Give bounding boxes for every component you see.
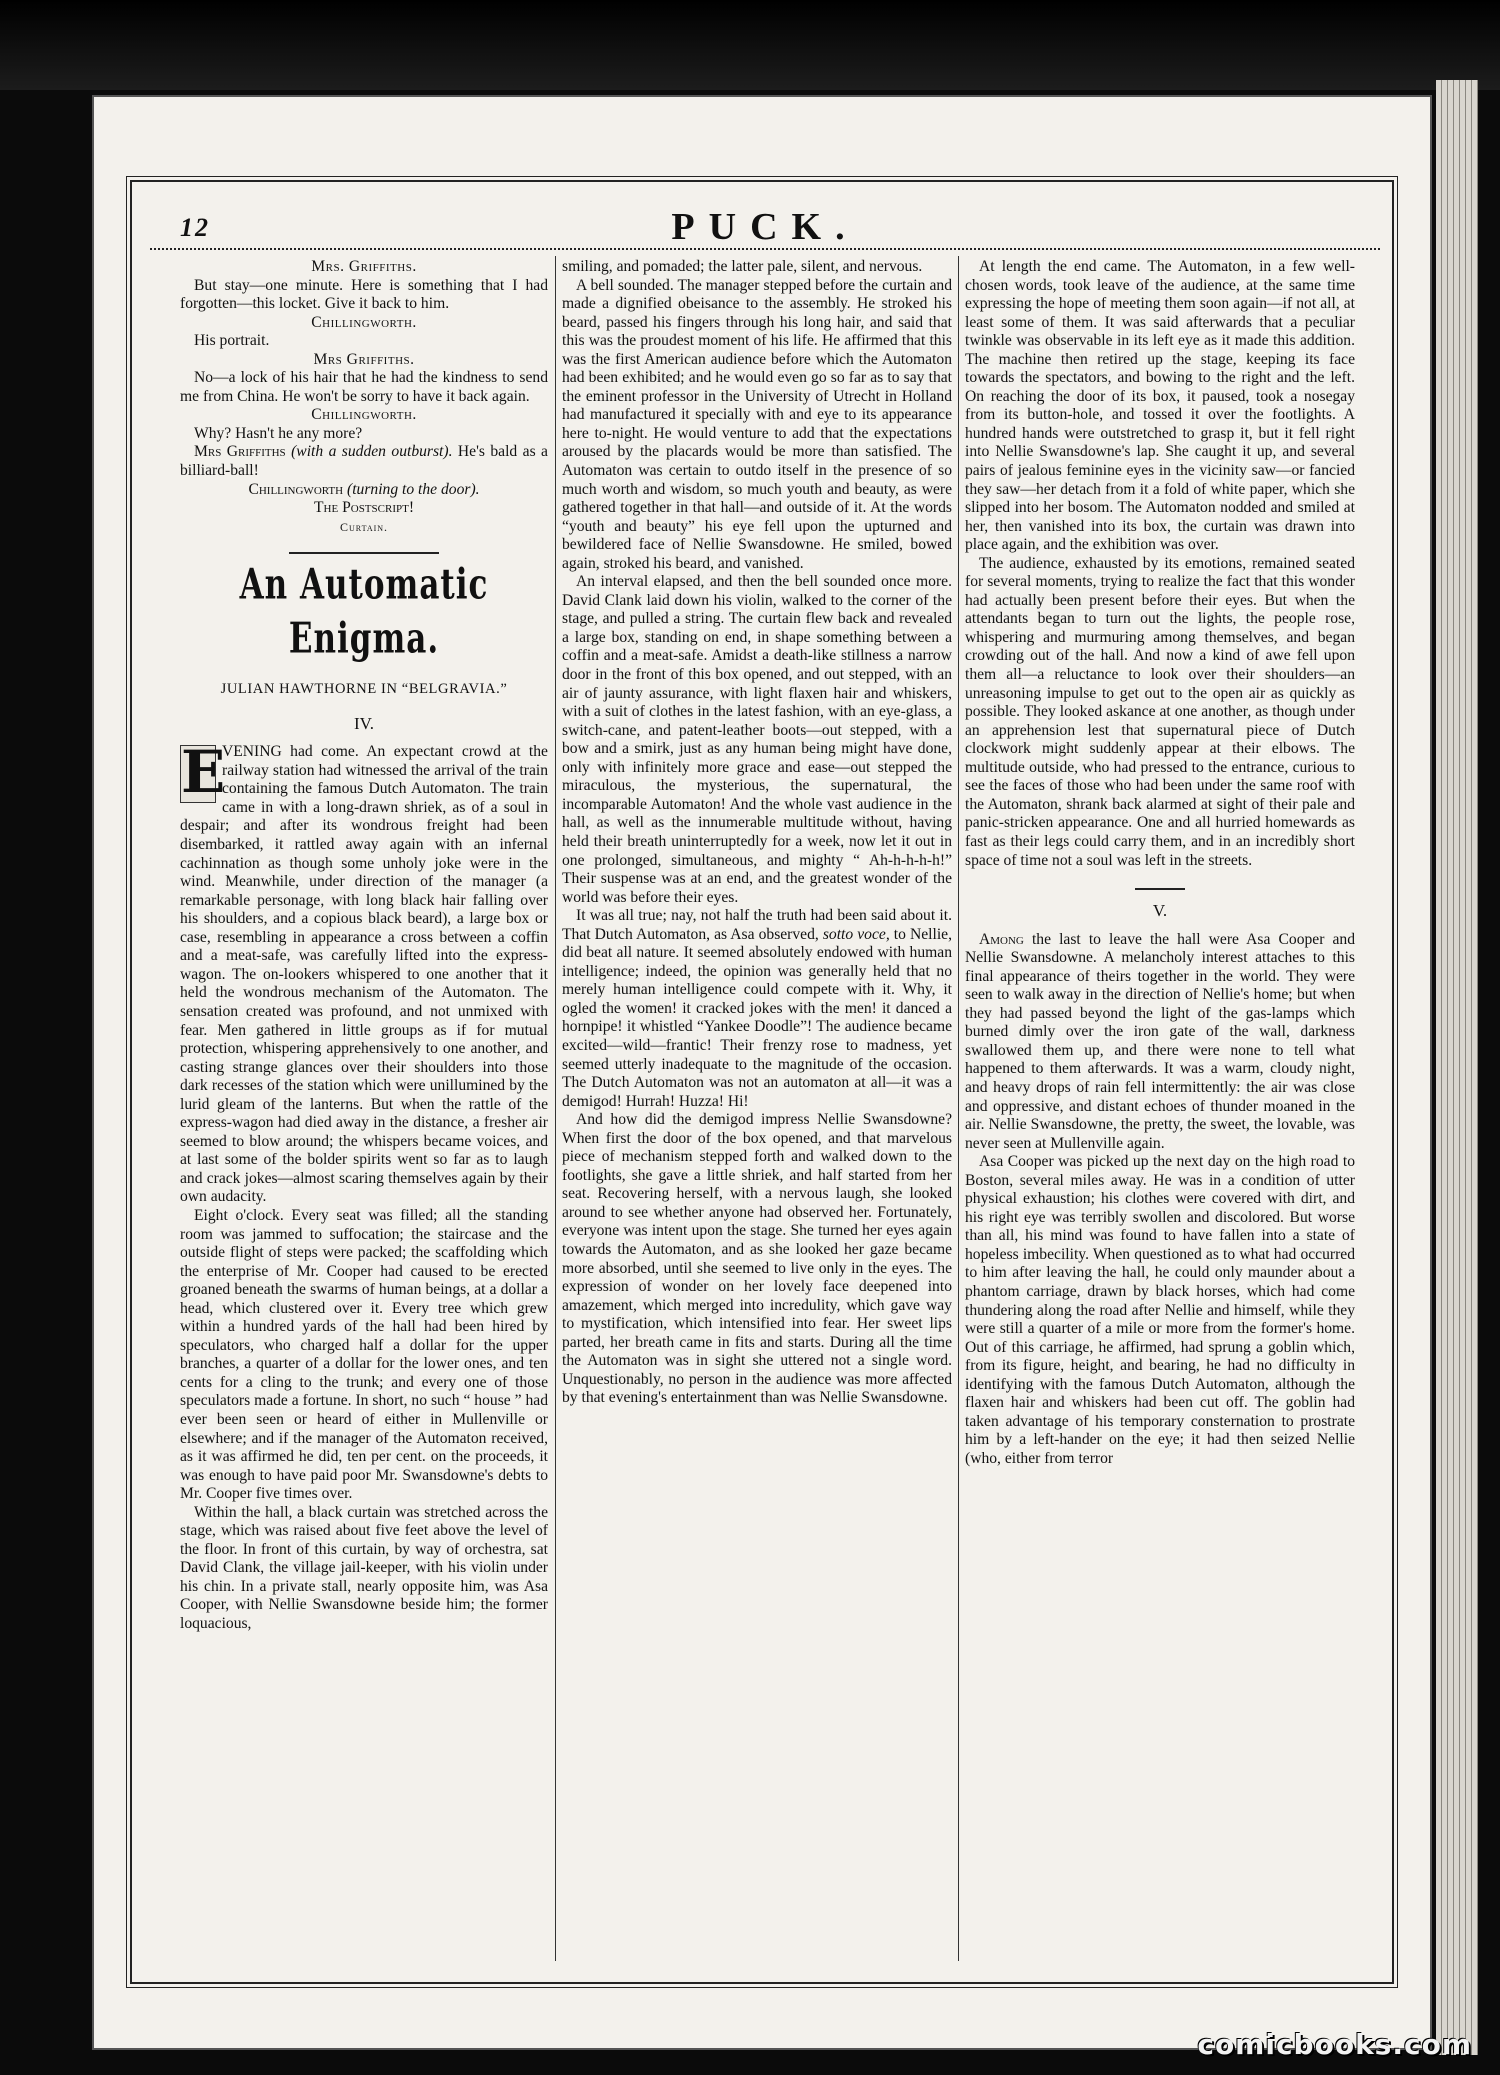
paragraph: An interval elapsed, and then the bell sounded once more. David Clank laid down his violin, walked to the corner of the stage, and pulled a string. The curtain flew back and revealed a large box, standing on end, in shape something between a coffin and a meat-safe. Amidst a death-like stillness a narrow door in the front of this box opened, and out stepped, with an air of jaunty assurance, with light flaxen hair and whiskers, with a suit of clothes in the latest fashion, with an eye-glass, a switch-cane, and patent-leather boots—out stepped, with a bow and a smirk, just as any human being might have done, only with infinitely more grace and ease—out stepped the miraculous, the mysterious, the supernatural, the incomparable Automaton! And the whole vast audience in the hall, as well as the innumerable multitude without, having held their breath uninterruptedly for a week, now let it out in one prolonged, simultaneous, and mighty “ Ah-h-h-h-h!” Their suspense was at an end, and the greatest wonder of the world was before their eyes. (562, 573, 952, 906)
script-line: No—a lock of his hair that he had the kindness to send me from China. He won't be sorry to have it back again. (180, 369, 548, 405)
column-left (180, 258, 548, 1634)
paragraph: And how did the demigod impress Nellie Swansdowne? When first the door of the box opened, and that marvelous piece of mechanism stepped forth and walked down to the footlights, she gave a little shriek, and half started from her seat. Recovering herself, with a nervous laugh, she looked around to see whether anyone had observed her. Fortunately, everyone was intent upon the stage. She turned her eyes again towards the Automaton, and as she looked her gaze became more absorbed, until she seemed to live only in the eyes. The expression of wonder on her lovely face deepened into amazement, which merged into incredulity, which gave way to mystification, which intensified into fear. Her sweet lips parted, her breath came in fits and starts. During all the time the Automaton was in sight she uttered not a single word. Unquestionably, no person in the audience was more affected by that evening's entertainment than was Nellie Swansdowne. (562, 1111, 952, 1407)
paragraph-text: had come. An expectant crowd at the railway station had witnessed the arrival of the train containing the famous Dutch Automaton. The train came in with a long-drawn shriek, as of a soul in despair; and after its wondrous freight had been disembarked, it rattled away again with an infernal cachinnation as though some unholy joke were in the wind. Meanwhile, under direction of the manager (a remarkable personage, with long black hair falling over his shoulders, and a copious black beard), a large box or case, resembling in appearance a cross between a coffin and a meat-safe, was carefully lifted into the express-wagon. The on-lookers whispered to one another that it held the wondrous mechanism of the Automaton. The sensation created was profound, and not unmixed with fear. Men gathered in little groups as if for mutual protection, whispering apprehensively to one another, and casting strange glances over their shoulders into those dark recesses of the station which were unillumined by the lurid gleam of the lanterns. But when the rattle of the express-wagon had died away in the distance, a fresher air seemed to blow around; the whispers became voices, and at last some of the bolder spirits went so far as to laugh and crack jokes—almost scaring themselves again by their own audacity. (180, 743, 548, 1206)
column-divider (958, 256, 959, 1961)
page-number: 12 (180, 213, 210, 242)
script-line: Why? Hasn't he any more? (194, 424, 363, 442)
watermark-logo: comicbooks.com (1197, 2028, 1472, 2061)
speaker-name: Mrs Griffiths. (313, 350, 415, 368)
paragraph: Within the hall, a black curtain was stretched across the stage, which was raised about five feet above the level of the floor. In front of this curtain, by way of orchestra, sat David Clank, the village jail-keeper, with his violin under his chin. In a private stall, nearly opposite him, was Asa Cooper, with Nellie Swansdowne beside him; the former loquacious, (180, 1503, 548, 1632)
paragraph (562, 907, 952, 1111)
section-rule (1135, 888, 1185, 890)
masthead-title: PUCK. (671, 206, 859, 248)
header-rule (150, 248, 1380, 250)
stage-direction: (turning to the door). (347, 480, 480, 498)
curtain-label: Curtain. (339, 519, 389, 534)
script-line: But stay—one minute. Here is something that I had forgotten—this locket. Give it back to him. (180, 276, 548, 313)
paragraph-text: the last to leave the hall were Asa Cooper and Nellie Swansdowne. A melancholy interest attaches to this final appearance of theirs together in the world. They were seen to walk away in the direction of Nellie's home; but when they had passed beyond the light of the gas-lamps which burned dimly over the iron gate of the wall, darkness swallowed them up, and there were none to tell what happened to them afterwards. It was a warm, cloudy night, and heavy drops of rain fell intermittently: the air was close and oppressive, and distant echoes of thunder moaned in the air. Nellie Swansdowne, the pretty, the sweet, the lovable, was never seen at Mullenville again. (965, 930, 1355, 1152)
story-title: An Automatic Enigma. (239, 560, 489, 664)
paragraph: Eight o'clock. Every seat was filled; all the standing room was jammed to suffocation; the staircase and the outside flight of steps were packed; the scaffolding which the enterprise of Mr. Cooper had caused to be erected groaned beneath the swarms of human beings, at a dollar a head, which clustered over it. Every tree which grew within a hundred yards of the hall had been hired by speculators, who charged half a dollar for the upper branches, a quarter of a dollar for the lower ones, and ten cents for a cling to the trunk; and every one of those speculators made a fortune. In short, no such “ house ” had ever been seen or heard of either in Mullenville or elsewhere; and if the manager of the Automaton received, as it was affirmed he did, ten per cent. on the proceeds, it was enough to have paid poor Mr. Swansdowne's debts to Mr. Cooper five times over. (180, 1206, 548, 1503)
speaker-name: Mrs. Griffiths. (311, 258, 417, 275)
speaker-name: Chillingworth. (311, 406, 417, 424)
script-line-with-direction (180, 443, 548, 480)
column-right (965, 258, 1355, 1468)
paragraph: At length the end came. The Automaton, in a few well-chosen words, took leave of the audience, at the same time expressing the hope of meeting them soon again—if not all, at least some of them. It was said afterwards that a peculiar twinkle was observable in its left eye as it made this addition. The machine then retired up the stage, keeping its face towards the spectators, and bowing to the right and the left. On reaching the door of its box, it paused, took a nosegay from its button-hole, and tossed it over the footlights. A hundred hands were outstretched to grasp it, but it fell right into Nellie Swansdowne's lap. She caught it up, and several pairs of jealous feminine eyes in the vicinity saw—or fancied they saw—her detach from it a fold of white paper, which she slipped into her bosom. The Automaton nodded and smiled at her, then vanished into its box, the curtain was drawn into place again, and the exhibition was over. (965, 258, 1355, 554)
first-word: VENING (222, 743, 282, 761)
paragraph-text: to Nellie, did beat all nature. It seemed absolutely endowed with human intelligence; indeed, the opinion was generally held that no merely human intelligence could compete with it. Why, it ogled the women! it cracked jokes with the men! it danced a hornpipe! it whistled “Yankee Doodle”! The audience became excited—wild—frantic! Their frenzy rose to madness, yet seemed utterly inadequate to the magnitude of the occasion. The Dutch Automaton was not an automaton at all—it was a demigod! Hurrah! Huzza! Hi! (562, 925, 952, 1110)
drop-cap: E (181, 738, 226, 807)
speaker-name: Chillingworth. (311, 313, 417, 331)
section-rule (289, 552, 439, 554)
speaker-name: Mrs Griffiths (194, 443, 286, 461)
column-middle (562, 258, 952, 1408)
opening-paragraph (180, 738, 548, 1207)
paragraph (965, 931, 1355, 1154)
paragraph-text: It was all true; nay, not half the truth had been said about it. That Dutch Automaton, as Asa observed, (562, 907, 952, 943)
paragraph: A bell sounded. The manager stepped before the curtain and made a dignified obeisance to the assembly. He stroked his beard, passed his fingers through his long hair, and said that this was the proudest moment of his life. He affirmed that this was the first American audience before which the Automaton had been exhibited; and he would even go so far as to say that the eminent professor in the University of Utrecht in Holland had manufactured it specially with and eye to its appearance here to-night. He would venture to add that the expectations aroused by the placards would be more than satisfied. The Automaton was certain to outdo itself in the presence of so much worth and wisdom, so much youth and beauty, as were gathered together in that hall—and outside of it. At the words “youth and beauty” his eye fell upon the upturned and bewildered face of Nellie Swansdowne. He smiled, bowed again, stroked his beard, and vanished. (562, 276, 952, 572)
story-byline: JULIAN HAWTHORNE IN “BELGRAVIA.” (220, 681, 508, 698)
paragraph: Asa Cooper was picked up the next day on the high road to Boston, several miles away. He was in a condition of utter physical exhaustion; his clothes were covered with dirt, and his right eye was terribly swollen and discolored. But worse than all, his mind was found to have fallen into a state of hopeless imbecility. When questioned as to what had occurred to him after leaving the hall, he could only maunder about a phantom carriage, drawn by black horses, which had come thundering along the road after Nellie and himself, while they were still a quarter of a mile or more from the former's home. Out of this carriage, he affirmed, had sprung a goblin which, from its figure, height, and bearing, he had no difficulty in identifying with the famous Dutch Automaton, although the flaxen hair and whiskers had been cut off. The goblin had taken advantage of his temporary consternation to prostrate him by a left-hander on the eye; it had then seized Nellie (who, either from terror (965, 1153, 1355, 1467)
script-line: He's bald as a billiard-ball! (180, 443, 548, 480)
italic-phrase: sotto voce, (822, 925, 890, 943)
speaker-name: Chillingworth (248, 480, 344, 498)
page-edge-stack (1436, 80, 1478, 2055)
chapter-heading: V. (1152, 901, 1168, 921)
paragraph: The audience, exhausted by its emotions, remained seated for several moments, trying to realize the fact that this wonder had actually been present before their eyes. But when the attendants began to turn out the lights, the people rose, whispering and murmuring among themselves, and began crowding out of the hall. And now a kind of awe fell upon them all—a reluctance to look over their shoulders—an unreasoning impulse to get out to the open air as quickly as possible. They looked askance at one another, as though under an apprehension lest that supernatural piece of Dutch clockwork might suddenly appear at their elbows. The multitude outside, who had pressed to the entrance, curious to see the faces of those who had been under the same roof with the Automaton, shrank back alarmed at sight of their pale and panic-stricken appearance. One and all hurried homewards as fast as their legs could carry them, and in an incredibly short space of time not a soul was left in the streets. (965, 554, 1355, 869)
paragraph: smiling, and pomaded; the latter pale, silent, and nervous. (562, 258, 923, 275)
column-divider (555, 256, 556, 1961)
stage-direction: (with a sudden outburst). (291, 443, 453, 461)
closing-speech (180, 481, 548, 500)
chapter-heading: IV. (354, 713, 374, 733)
script-line: His portrait. (194, 332, 270, 350)
scan-background (0, 0, 1500, 90)
script-line: The Postscript! (313, 499, 415, 517)
first-word: Among (979, 930, 1024, 948)
